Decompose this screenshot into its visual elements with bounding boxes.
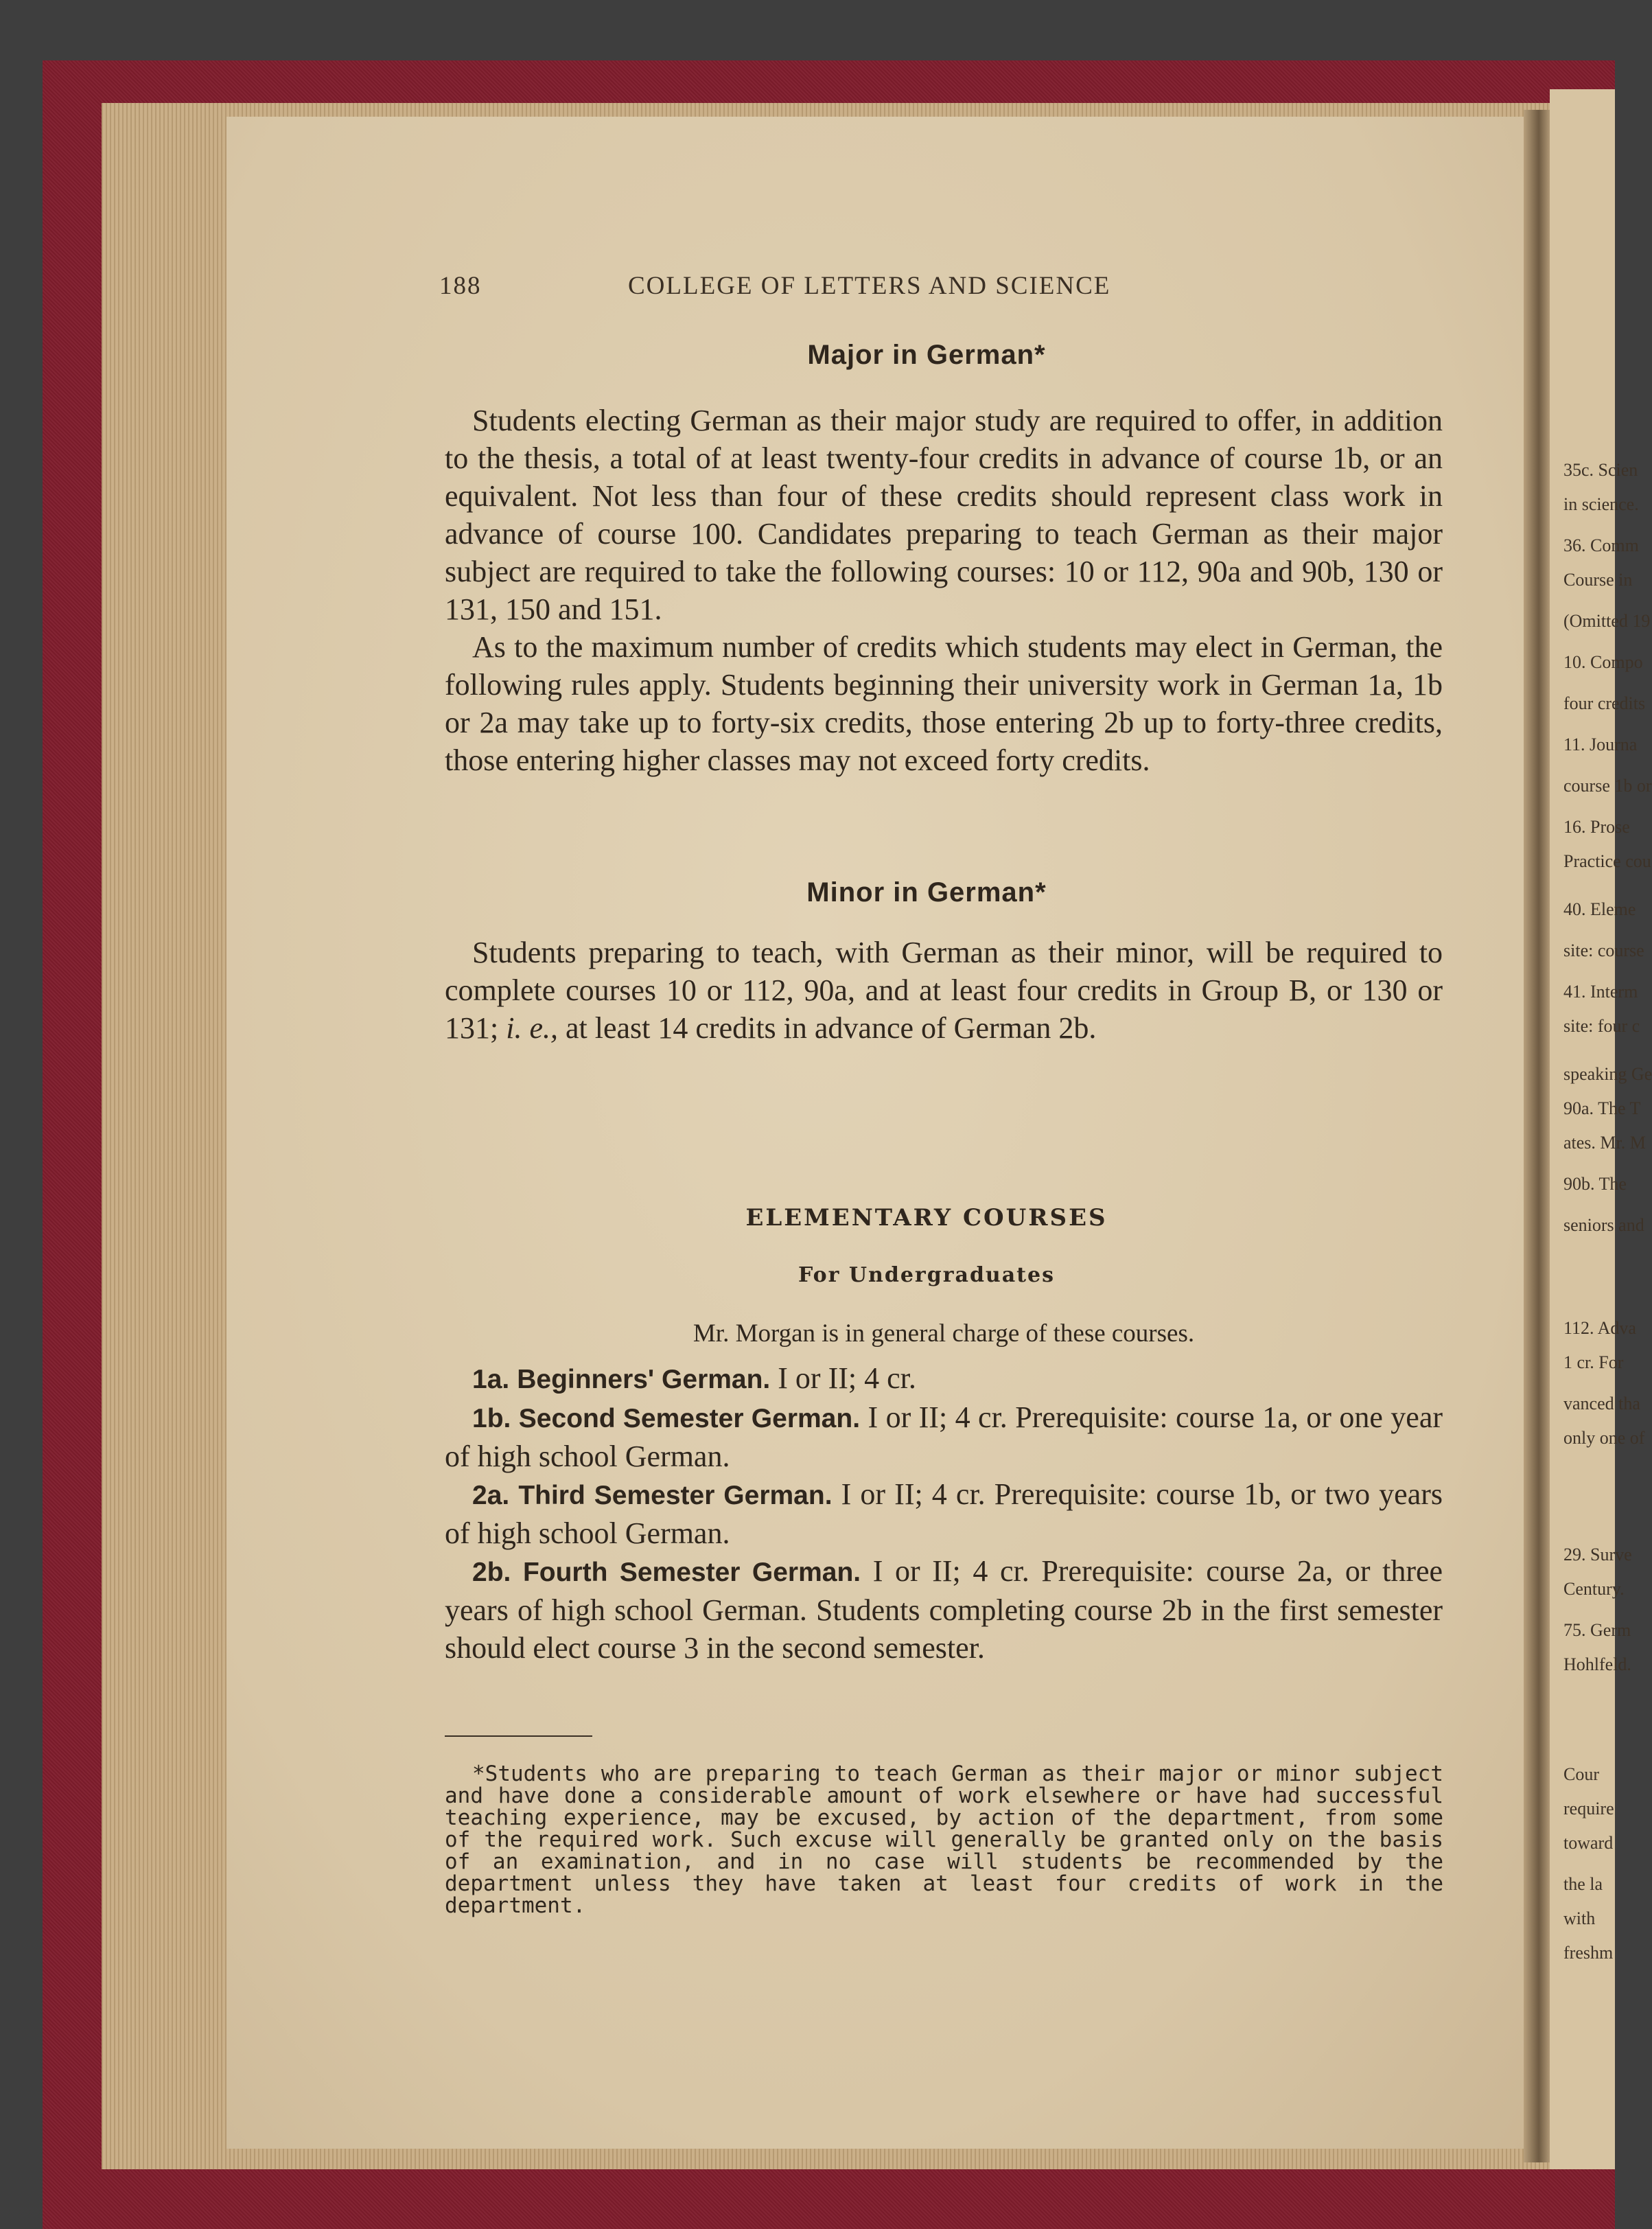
course-item: [445, 1552, 1443, 1667]
course-code: 1a.: [472, 1365, 510, 1394]
footnote: [445, 1763, 1443, 1917]
facing-page-fragment: 10. Compo: [1563, 652, 1643, 672]
facing-page-fragment: 11. Journa: [1563, 735, 1638, 754]
minor-ie: i. e.,: [506, 1011, 558, 1045]
facing-page-fragment: 1 cr. For: [1563, 1352, 1624, 1372]
major-section: [445, 402, 1443, 779]
facing-page-fragment: Cour: [1563, 1764, 1599, 1784]
facing-page-fragment: Practice cou: [1563, 851, 1651, 871]
facing-page-fragment: four credits: [1563, 693, 1646, 713]
book-gutter: [1524, 110, 1551, 2162]
facing-page-fragment: 36. Comm: [1563, 535, 1639, 555]
course-code: 1b.: [472, 1404, 511, 1433]
course-list: [445, 1359, 1443, 1667]
facing-page-fragment: site: course: [1563, 940, 1644, 960]
facing-page-fragment: 90b. The: [1563, 1174, 1627, 1194]
facing-page-fragment: (Omitted 19: [1563, 611, 1651, 631]
facing-page-fragment: Century.: [1563, 1579, 1625, 1599]
facing-page-fragment: Course in: [1563, 570, 1633, 590]
course-desc: I or II; 4 cr. Prerequisite: course 1b, or two years of high school German.: [445, 1477, 1443, 1550]
major-heading: Major in German*: [807, 340, 1046, 370]
course-item: [445, 1359, 1443, 1398]
course-name: Fourth Semester German.: [522, 1558, 861, 1587]
minor-heading: Minor in German*: [806, 877, 1047, 908]
elementary-heading: ELEMENTARY COURSES: [745, 1204, 1108, 1232]
facing-page-fragment: Hohlfeld.: [1563, 1654, 1631, 1674]
course-desc: I or II; 4 cr.: [778, 1361, 916, 1395]
facing-page-fragment: freshm: [1563, 1943, 1614, 1963]
facing-page-fragment: vanced tha: [1563, 1394, 1640, 1413]
minor-text-1: Students preparing to teach, with German as their minor, will be required to complete courses 10 or 112, 90a, and at least four credits in Group B, or 130 or 131;: [445, 936, 1443, 1045]
facing-page-fragment: 75. Germ: [1563, 1620, 1631, 1640]
course-code: 2b.: [472, 1558, 511, 1587]
course-desc: I or II; 4 cr. Prerequisite: course 1a, or one year of high school German.: [445, 1400, 1443, 1473]
charge-note: Mr. Morgan is in general charge of these courses.: [693, 1319, 1195, 1348]
course-code: 2a.: [472, 1481, 510, 1510]
course-desc: I or II; 4 cr. Prerequisite: course 2a, or three years of high school German. Students completing course 2b in the first semester should elect course 3 in the second semester.: [445, 1554, 1443, 1665]
footnote-rule: [445, 1735, 592, 1737]
page-number: 188: [439, 272, 482, 300]
major-paragraph-1: Students electing German as their major study are required to offer, in addition to the thesis, a total of at least twenty-four credits in advance of course 1b, or an equivalent. Not less than four of these credits should represent class work in advance of course 100. Candidates preparing to teach German as their major subject are required to take the following courses: 10 or 112, 90a and 90b, 130 or 131, 150 and 151.: [445, 404, 1443, 626]
course-item: [445, 1475, 1443, 1552]
elementary-subheading: For Undergraduates: [798, 1263, 1056, 1287]
minor-text-2: at least 14 credits in advance of German 2b.: [566, 1011, 1097, 1045]
course-name: Third Semester German.: [518, 1481, 833, 1510]
facing-page-fragment: the la: [1563, 1874, 1603, 1894]
minor-section: [445, 934, 1443, 1047]
facing-page-fragment: 16. Prose: [1563, 817, 1630, 837]
course-name: Beginners' German.: [517, 1365, 771, 1394]
facing-page-fragment: 29. Surve: [1563, 1545, 1632, 1564]
facing-page-fragment: 35c. Scien: [1563, 460, 1638, 480]
facing-page-fragment: with: [1563, 1908, 1596, 1928]
facing-page-fragment: only one of: [1563, 1428, 1645, 1448]
minor-paragraph: [445, 934, 1443, 1047]
facing-page-fragment: ates. Mr. M: [1563, 1133, 1646, 1153]
running-head: COLLEGE OF LETTERS AND SCIENCE: [628, 272, 1111, 300]
facing-page-fragment: 40. Eleme: [1563, 899, 1636, 919]
facing-page-fragment: speaking Ge: [1563, 1064, 1652, 1084]
footnote-text: *Students who are preparing to teach German as their major or minor subject and have done a considerable amount of work elsewhere or have had successful teaching experience, may be excused, by action of the department, from some of the required work. Such excuse will generally be granted only on the basis of an examination, and in no case will students be recommended by the department unless they have taken at least four credits of work in the department.: [445, 1762, 1443, 1918]
facing-page-fragment: require: [1563, 1799, 1614, 1818]
facing-page-fragment: 90a. The T: [1563, 1098, 1641, 1118]
facing-page: [1550, 89, 1652, 2169]
facing-page-fragment: toward: [1563, 1833, 1614, 1853]
facing-page-fragment: seniors and: [1563, 1215, 1644, 1235]
facing-page-fragment: 41. Interm: [1563, 982, 1638, 1002]
facing-page-fragment: course 1b or: [1563, 776, 1652, 796]
course-name: Second Semester German.: [518, 1404, 861, 1433]
facing-page-fragment: 112. Adva: [1563, 1318, 1636, 1338]
course-item: [445, 1398, 1443, 1475]
facing-page-fragment: site: four c: [1563, 1016, 1640, 1036]
major-paragraph-2: As to the maximum number of credits which students may elect in German, the following rules apply. Students beginning their university work in German 1a, 1b or 2a may take up to forty-six credits, those entering 2b up to forty-three credits, those entering higher classes may not exceed forty credits.: [445, 630, 1443, 777]
facing-page-fragment: in science.: [1563, 494, 1639, 514]
